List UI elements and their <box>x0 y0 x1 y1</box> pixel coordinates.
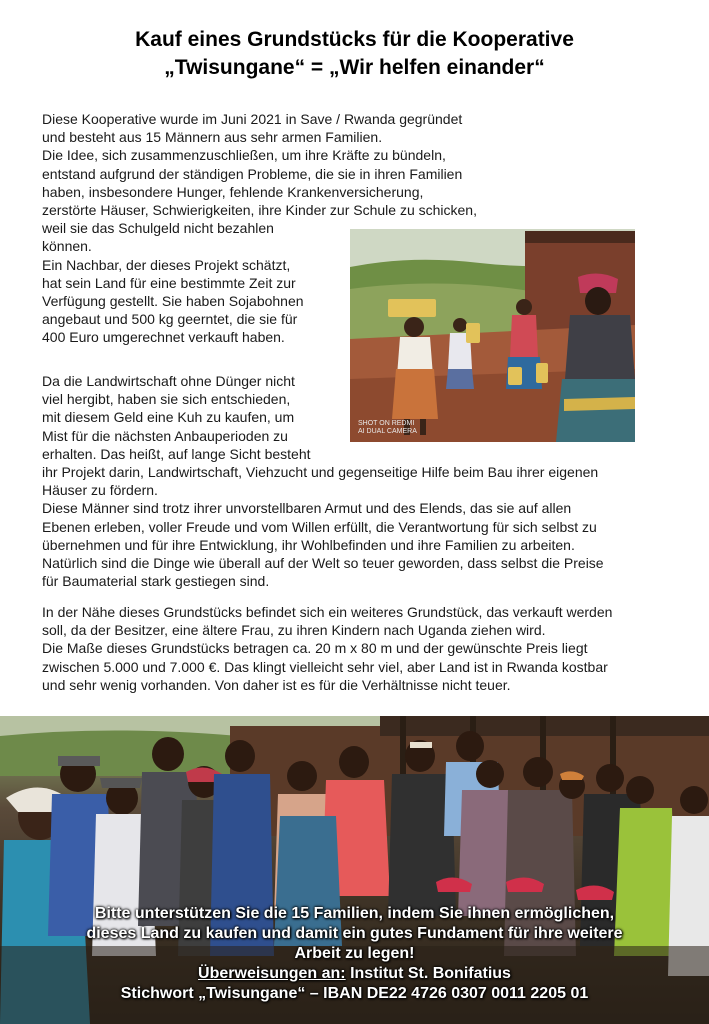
photo-cooperative-group <box>0 716 709 1024</box>
camera-watermark: SHOT ON REDMI AI DUAL CAMERA <box>358 420 417 435</box>
appeal-line: dieses Land zu kaufen und damit ein gutes Fundament für ihre weitere <box>86 925 623 942</box>
text-line: können. <box>42 238 92 255</box>
text-line: Die Idee, sich zusammenzuschließen, um ihre Kräfte zu bündeln, <box>42 147 446 164</box>
text-line: Verfügung gestellt. Sie haben Sojabohnen <box>42 293 304 310</box>
text-line: Da die Landwirtschaft ohne Dünger nicht <box>42 373 295 389</box>
text-line: mit diesem Geld eine Kuh zu kaufen, um <box>42 409 295 426</box>
text-line: und sehr wenig vorhanden. Von daher ist es für die Verhältnisse nicht teuer. <box>42 676 511 693</box>
appeal-line: Arbeit zu legen! <box>294 945 415 962</box>
text-line: ihr Projekt darin, Landwirtschaft, Viehzucht und gegenseitige Hilfe beim Bau ihrer eigenen <box>42 464 599 481</box>
text-line: In der Nähe dieses Grundstücks befindet sich ein weiteres Grundstück, das verkauft werden <box>42 604 613 620</box>
text-line: erhalten. Das heißt, auf lange Sicht besteht <box>42 445 311 462</box>
text-line: Natürlich sind die Dinge wie überall auf der Welt so teuer geworden, dass selbst die Preise <box>42 555 604 572</box>
text-line: angebaut und 500 kg geerntet, die sie für <box>42 311 298 328</box>
text-line: hat sein Land für eine bestimmte Zeit zur <box>42 274 296 291</box>
text-line: für Baumaterial stark gestiegen sind. <box>42 573 270 590</box>
title-line-2: „Twisungane“ = „Wir helfen einander“ <box>164 56 545 79</box>
text-line: übernehmen und für ihre Entwicklung, ihr Wohlbefinden und ihre Familien zu arbeiten. <box>42 536 575 553</box>
appeal-caption <box>0 904 709 1004</box>
text-line: soll, da der Besitzer, eine ältere Frau, zu ihren Kindern nach Uganda ziehen wird. <box>42 622 546 639</box>
text-line: viel hergibt, haben sie sich entschieden, <box>42 391 291 408</box>
appeal-line: Bitte unterstützen Sie die 15 Familien, indem Sie ihnen ermöglichen, <box>94 905 615 922</box>
text-line: weil sie das Schulgeld nicht bezahlen <box>42 220 274 237</box>
paragraph-land <box>42 603 612 694</box>
text-line: Häuser zu fördern. <box>42 482 158 499</box>
text-line: Ein Nachbar, der dieses Projekt schätzt, <box>42 256 291 273</box>
transfer-line <box>0 964 709 984</box>
paragraph-agriculture <box>42 372 604 590</box>
text-line: 400 Euro umgerechnet verkauft haben. <box>42 329 285 346</box>
title-line-1: Kauf eines Grundstücks für die Kooperative <box>135 28 574 51</box>
text-line: zerstörte Häuser, Schwierigkeiten, ihre Kinder zur Schule zu schicken, <box>42 202 477 219</box>
text-line: entstand aufgrund der ständigen Probleme, die sie in ihren Familien <box>42 165 463 182</box>
text-line: zwischen 5.000 und 7.000 €. Das klingt vielleicht sehr viel, aber Land ist in Rwanda kostbar <box>42 658 608 675</box>
text-line: Ebenen erleben, voller Freude und vom Willen erfüllt, die Verantwortung für sich selbst zu <box>42 518 597 535</box>
text-line: Mist für die nächsten Anbauperioden zu <box>42 427 288 444</box>
transfer-recipient: Institut St. Bonifatius <box>345 965 511 982</box>
text-line: Diese Männer sind trotz ihrer unvorstellbaren Armut und des Elends, das sie auf allen <box>42 500 572 517</box>
text-line: haben, insbesondere Hunger, fehlende Krankenversicherung, <box>42 183 424 200</box>
text-line: Diese Kooperative wurde im Juni 2021 in Save / Rwanda gegründet <box>42 111 463 127</box>
page-title <box>0 26 709 82</box>
iban-line: Stichwort „Twisungane“ – IBAN DE22 4726 0307 0011 2205 01 <box>120 985 589 1002</box>
text-line: und besteht aus 15 Männern aus sehr armen Familien. <box>42 129 383 146</box>
transfer-label: Überweisungen an: <box>198 965 346 982</box>
text-line: Die Maße dieses Grundstücks betragen ca. 20 m x 80 m und der gewünschte Preis liegt <box>42 640 588 657</box>
